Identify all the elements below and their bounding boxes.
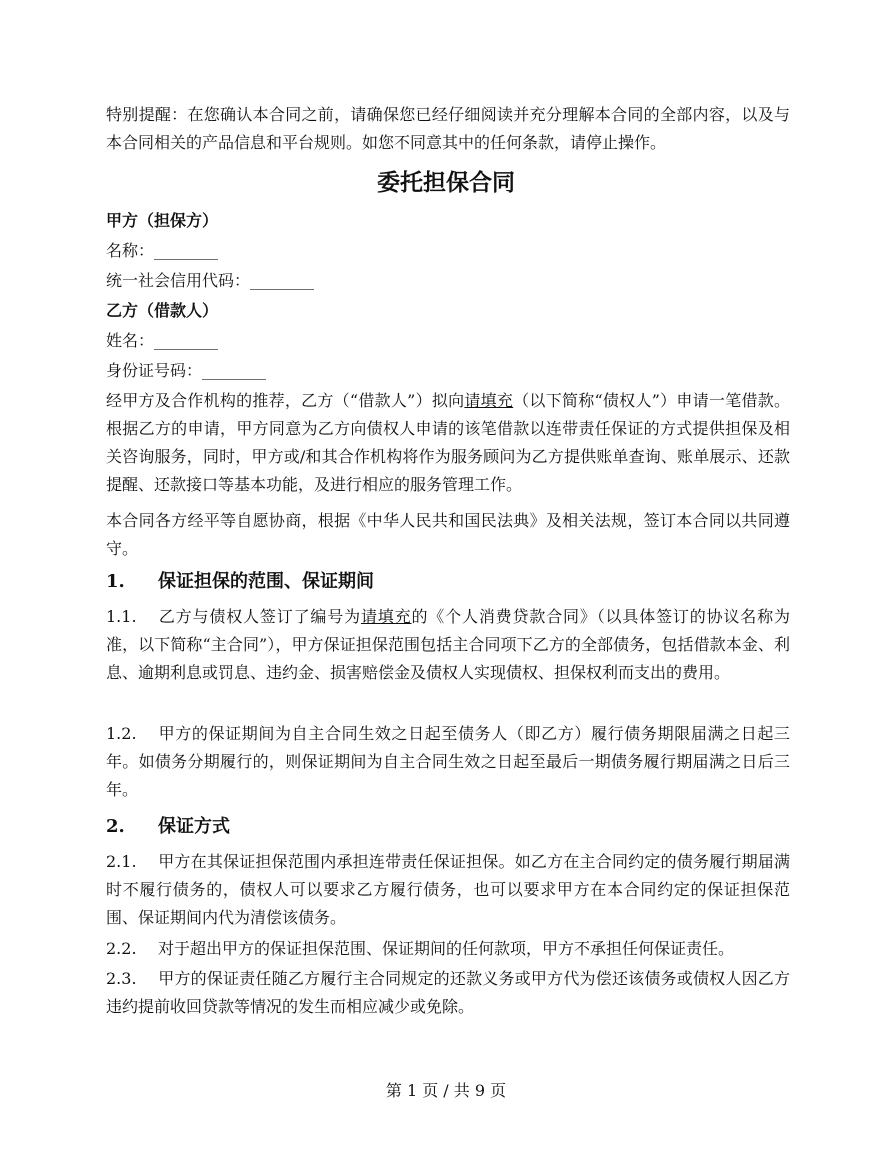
party-b-heading: 乙方（借款人） [106,301,219,320]
section-2-number: 2. [106,816,125,837]
clause-2-2 [106,935,790,963]
clause-2-1 [106,848,790,932]
section-1-heading [106,567,790,597]
clause-1-1-text-2: 的《个人消费贷款合同》（以具体签订的协议名称为准，以下简称“主合同”），甲方保证担保范围包括主合同项下乙方的全部债务，包括借款本金、利息、逾期利息或罚息、违约金、损害赔偿金及债权人实现债权、担保权利而支出的费用。 [106,607,790,682]
intro-text-1: 经甲方及合作机构的推荐，乙方（“借款人”）拟向 [106,391,465,410]
clause-2-2-text: 对于超出甲方的保证担保范围、保证期间的任何款项，甲方不承担任何保证责任。 [158,939,735,958]
clause-2-1-text: 甲方在其保证担保范围内承担连带责任保证担保。如乙方在主合同约定的债务履行期届满时不履行债务的，债权人可以要求乙方履行债务，也可以要求甲方在本合同约定的保证担保范围、保证期间内代为清偿该债务。 [106,852,790,927]
section-1-number: 1. [106,571,125,592]
party-b-id-line: 身份证号码：________ [106,361,267,380]
party-a-credit-code-line: 统一社会信用代码：________ [106,271,315,290]
contract-title: 委托担保合同 [377,169,515,196]
special-notice: 特别提醒：在您确认本合同之前，请确保您已经仔细阅读并充分理解本合同的全部内容，以及与本合同相关的产品信息和平台规则。如您不同意其中的任何条款，请停止操作。 [106,105,790,152]
clause-1-2-text: 甲方的保证期间为自主合同生效之日起至债务人（即乙方）履行债务期限届满之日起三年。如债务分期履行的，则保证期间为自主合同生效之日起至最后一期债务履行期届满之日后三年。 [106,724,790,799]
page-number-footer: 第 1 页 / 共 9 页 [385,1081,507,1100]
creditor-fill-placeholder: 请填充 [464,391,514,410]
section-2-heading [106,812,790,842]
clause-2-2-number: 2.2. [106,939,137,958]
clause-1-2-number: 1.2. [106,724,137,743]
clause-1-1-text-1: 乙方与债权人签订了编号为 [158,607,361,626]
clause-1-1-number: 1.1. [106,607,137,626]
clause-1-2 [106,720,790,804]
section-2-title: 保证方式 [158,816,230,837]
agreement-paragraph: 本合同各方经平等自愿协商，根据《中华人民共和国民法典》及相关法规，签订本合同以共同遵守。 [106,511,790,558]
clause-1-1 [106,603,790,687]
party-a-heading: 甲方（担保方） [106,211,219,230]
clause-2-3 [106,965,790,1021]
clause-2-1-number: 2.1. [106,852,137,871]
party-a-name-line: 名称：________ [106,241,219,260]
contract-number-fill-placeholder: 请填充 [360,607,412,626]
clause-2-3-number: 2.3. [106,969,137,988]
party-b-name-line: 姓名：________ [106,331,219,350]
intro-text-2: （以下简称“债权人”）申请一笔借款。根据乙方的申请，甲方同意为乙方向债权人申请的该笔借款以连带责任保证的方式提供担保及相关咨询服务，同时，甲方或/和其合作机构将作为服务顾问为乙方提供账单查询、账单展示、还款提醒、还款接口等基本功能，及进行相应的服务管理工作。 [106,391,790,494]
clause-2-3-text: 甲方的保证责任随乙方履行主合同规定的还款义务或甲方代为偿还该债务或债权人因乙方违约提前收回贷款等情况的发生而相应减少或免除。 [106,969,790,1016]
intro-paragraph [106,387,790,499]
section-1-title: 保证担保的范围、保证期间 [158,571,374,592]
